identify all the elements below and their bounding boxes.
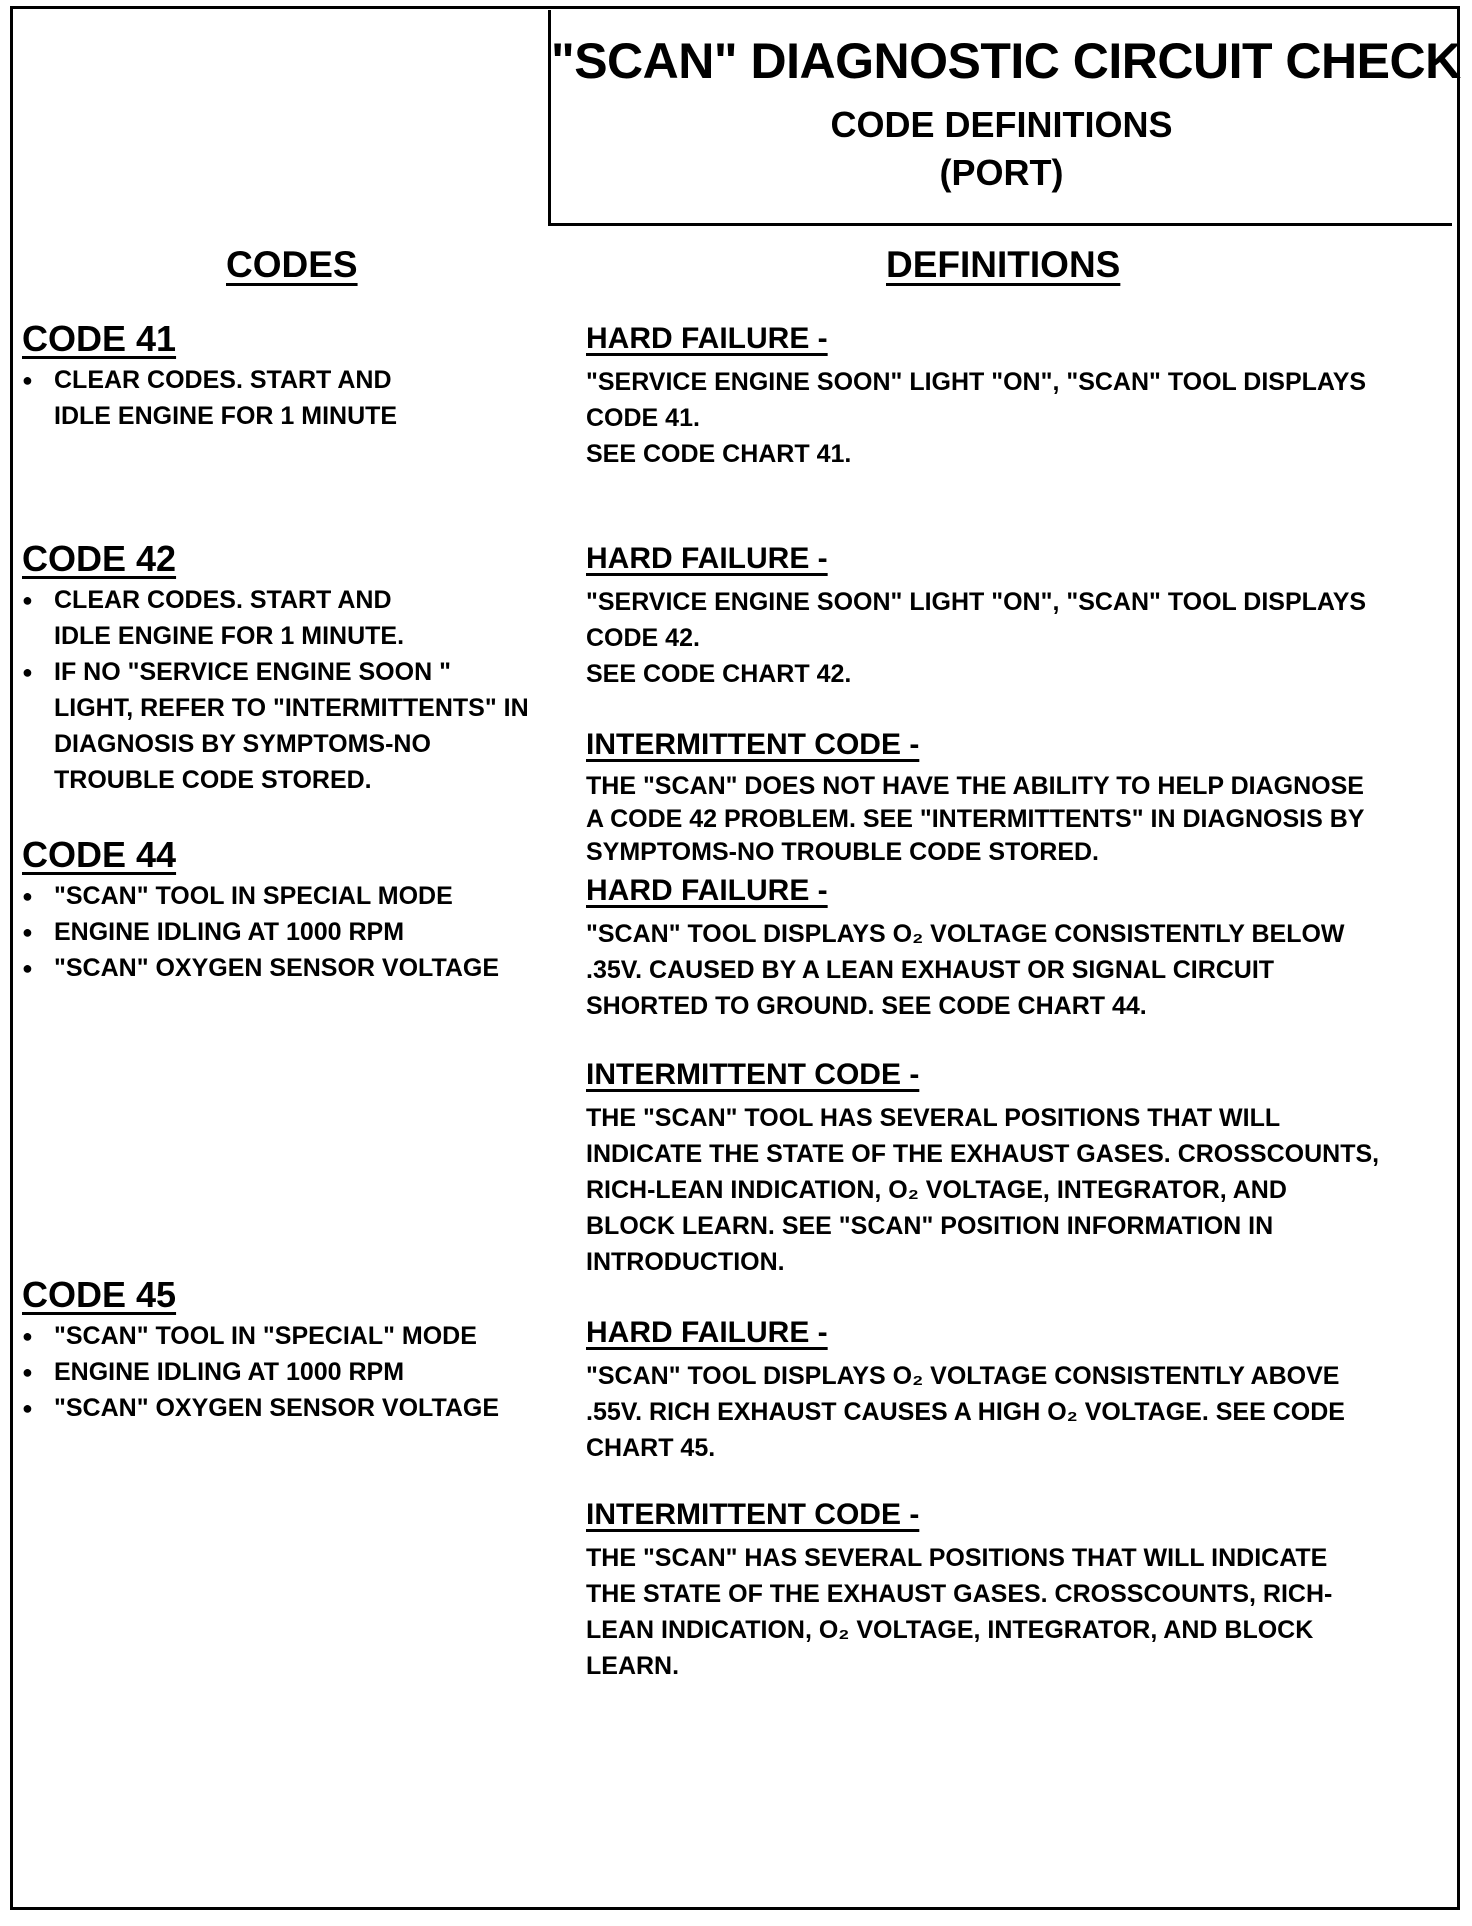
bullet-item: ● ENGINE IDLING AT 1000 RPM <box>22 1354 552 1390</box>
definition-text: "SCAN" TOOL DISPLAYS O₂ VOLTAGE CONSISTENTLY BELOW .35V. CAUSED BY A LEAN EXHAUST OR SIGNAL CIRCUIT SHORTED TO GROUND. SEE CODE CHART 44. <box>586 920 1345 1020</box>
page-subtitle: CODE DEFINITIONS <box>830 104 1173 145</box>
definition-heading: INTERMITTENT CODE - <box>586 728 920 761</box>
code-44-steps <box>22 878 552 986</box>
code-45-heading: CODE 45 <box>22 1274 177 1315</box>
definition-heading: HARD FAILURE - <box>586 1316 828 1349</box>
definition-text: "SCAN" TOOL DISPLAYS O₂ VOLTAGE CONSISTENTLY ABOVE .55V. RICH EXHAUST CAUSES A HIGH O₂ VOLTAGE. SEE CODE CHART 45. <box>586 1362 1345 1462</box>
title-box <box>548 10 1461 226</box>
definition-text: THE "SCAN" HAS SEVERAL POSITIONS THAT WILL INDICATE THE STATE OF THE EXHAUST GASES. CROSSCOUNTS, RICH- LEAN INDICATION, O₂ VOLTAGE, INTEGRATOR, AND BLOCK LEARN. <box>586 1544 1333 1680</box>
definition-heading: INTERMITTENT CODE - <box>586 1498 920 1531</box>
page-title: "SCAN" DIAGNOSTIC CIRCUIT CHECK <box>551 33 1461 89</box>
codes-column-heading: CODES <box>226 244 358 285</box>
bullet-item: ● "SCAN" TOOL IN SPECIAL MODE <box>22 878 552 914</box>
bullet-item: ● IF NO "SERVICE ENGINE SOON " LIGHT, REFER TO "INTERMITTENTS" IN DIAGNOSIS BY SYMPTOMS-NO TROUBLE CODE STORED. <box>22 654 552 798</box>
code-45-steps <box>22 1318 552 1426</box>
definition-heading: HARD FAILURE - <box>586 874 828 907</box>
bullet-item: ● "SCAN" OXYGEN SENSOR VOLTAGE <box>22 950 552 986</box>
page-subtitle-port: (PORT) <box>939 152 1064 193</box>
bullet-item: ● CLEAR CODES. START AND IDLE ENGINE FOR 1 MINUTE. <box>22 582 552 654</box>
definitions-column-heading: DEFINITIONS <box>886 244 1121 285</box>
bullet-item: ● ENGINE IDLING AT 1000 RPM <box>22 914 552 950</box>
definition-text: "SERVICE ENGINE SOON" LIGHT "ON", "SCAN" TOOL DISPLAYS CODE 41. SEE CODE CHART 41. <box>586 368 1367 468</box>
definition-text: THE "SCAN" TOOL HAS SEVERAL POSITIONS THAT WILL INDICATE THE STATE OF THE EXHAUST GASES. CROSSCOUNTS, RICH-LEAN INDICATION, O₂ VOLTAGE, INTEGRATOR, AND BLOCK LEARN. SEE "SCAN" POSITION INFORMATION IN INTRODUCTION. <box>586 1104 1380 1276</box>
bullet-item: ● "SCAN" TOOL IN "SPECIAL" MODE <box>22 1318 552 1354</box>
definition-heading: HARD FAILURE - <box>586 322 828 355</box>
definition-text: "SERVICE ENGINE SOON" LIGHT "ON", "SCAN" TOOL DISPLAYS CODE 42. SEE CODE CHART 42. <box>586 588 1367 688</box>
definition-text: THE "SCAN" DOES NOT HAVE THE ABILITY TO HELP DIAGNOSE A CODE 42 PROBLEM. SEE "INTERMITTENTS" IN DIAGNOSIS BY SYMPTOMS-NO TROUBLE CODE STORED. <box>586 772 1365 866</box>
code-41-heading: CODE 41 <box>22 318 177 359</box>
code-44-heading: CODE 44 <box>22 834 177 875</box>
definition-heading: INTERMITTENT CODE - <box>586 1058 920 1091</box>
bullet-item: ● CLEAR CODES. START AND IDLE ENGINE FOR 1 MINUTE <box>22 362 542 434</box>
code-42-heading: CODE 42 <box>22 538 177 579</box>
code-42-steps <box>22 582 552 798</box>
code-41-steps <box>22 362 542 434</box>
bullet-item: ● "SCAN" OXYGEN SENSOR VOLTAGE <box>22 1390 552 1426</box>
definition-heading: HARD FAILURE - <box>586 542 828 575</box>
